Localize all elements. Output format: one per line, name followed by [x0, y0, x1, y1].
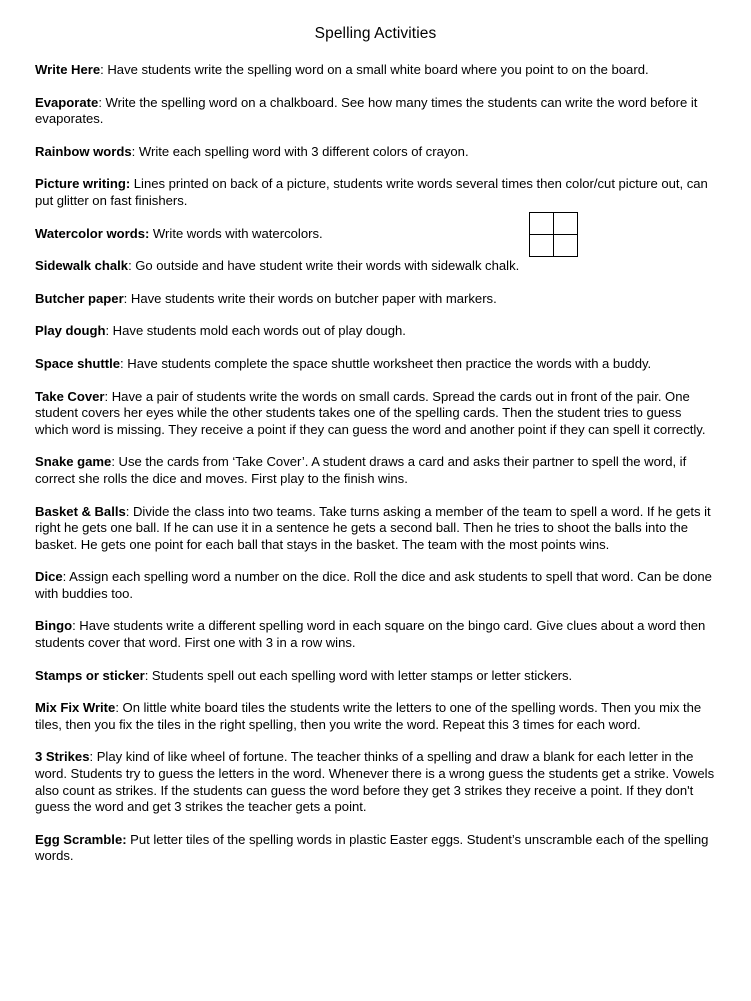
activities-list [0, 62, 751, 865]
activity-term: Space shuttle [35, 355, 121, 371]
activity-item [35, 618, 715, 651]
activity-term: Rainbow words [35, 143, 132, 159]
activity-separator: : [123, 290, 131, 306]
activity-item [35, 62, 715, 79]
activity-term: Dice [35, 569, 63, 585]
activity-term: Butcher paper [35, 290, 124, 306]
activity-description: Write words with watercolors. [152, 225, 323, 241]
activity-term: Sidewalk chalk [35, 258, 129, 274]
activity-description: Use the cards from ‘Take Cover’. A student draws a card and asks their partner to spell the word, if correct she rolls the dice and moves. First play to the finish wins. [35, 454, 687, 486]
activity-term: Bingo [35, 618, 73, 634]
activity-separator: : [115, 700, 123, 716]
activity-item [35, 454, 715, 487]
activity-item [35, 356, 715, 373]
activity-description: Lines printed on back of a picture, students write words several times then color/cut picture out, can put glitter on fast finishers. [35, 176, 708, 208]
activity-term: Mix Fix Write [35, 700, 116, 716]
grid-cell [554, 235, 578, 257]
activity-description: Have students mold each words out of play dough. [112, 323, 406, 339]
activity-separator: : [111, 454, 119, 470]
activity-item [35, 95, 715, 128]
activity-separator: : [125, 503, 133, 519]
activity-description: On little white board tiles the students write the letters to one of the spelling words. Then you mix the tiles, then you fix the tiles in the right spelling, then you write the word. Repeat this 3 times for each word. [35, 700, 702, 732]
activity-description: Have students write their words on butcher paper with markers. [130, 290, 497, 306]
activity-item [35, 176, 715, 209]
activity-separator: : [62, 569, 70, 585]
activity-description: Have students write the spelling word on a small white board where you point to on the board. [107, 62, 649, 77]
activity-separator: : [100, 62, 108, 77]
activity-item [35, 504, 715, 554]
grid-row [530, 213, 578, 235]
activity-description: Divide the class into two teams. Take turns asking a member of the team to spell a word. If he gets it right he gets one ball. If he can use it in a sentence he gets a second ball. Then he tries to shoot the balls into the basket. He gets one point for each ball that stays in the basket. The team with the most points wins. [35, 503, 711, 552]
activity-separator: : [72, 618, 80, 634]
activity-term: Egg Scramble: [35, 831, 127, 847]
activity-item [35, 749, 715, 815]
activity-term: Play dough [35, 323, 106, 339]
activity-item [35, 569, 715, 602]
activity-separator: : [89, 749, 97, 765]
page-title: Spelling Activities [314, 25, 437, 42]
activity-term: Basket & Balls [35, 503, 126, 519]
activity-item [35, 144, 715, 161]
activity-term: 3 Strikes [35, 749, 90, 765]
activity-term: Stamps or sticker [35, 667, 145, 683]
activity-item [35, 389, 715, 439]
activity-description: Have a pair of students write the words on small cards. Spread the cards out in front of the pair. One student covers her eyes while the other students takes one of the spelling cards. Then the student tries to guess which word is missing. They receive a point if they can guess the word and another point if they can spell it correctly. [35, 388, 706, 437]
activity-separator: : [105, 323, 113, 339]
activity-term: Picture writing: [35, 176, 131, 192]
grid-row [530, 235, 578, 257]
activity-term: Watercolor words: [35, 225, 150, 241]
activity-description: Write the spelling word on a chalkboard. See how many times the students can write the word before it evaporates. [35, 94, 698, 127]
activity-item [35, 226, 715, 243]
activity-item [35, 832, 715, 865]
activity-description: Play kind of like wheel of fortune. The teacher thinks of a spelling and draw a blank for each letter in the word. Students try to guess the letters in the word. Whenever there is a wrong guess the students get a strike. Vowels also count as strikes. If the students can guess the word before they get 3 strikes they receive a point. If they don't guess the word and get 3 strikes the teacher gets a point. [35, 749, 715, 815]
activity-separator: : [120, 355, 128, 371]
activity-separator: : [98, 94, 106, 110]
activity-description: Have students complete the space shuttle worksheet then practice the words with a buddy. [127, 355, 652, 371]
activity-description: Assign each spelling word a number on the dice. Roll the dice and ask students to spell that word. Can be done with buddies too. [35, 569, 712, 601]
grid-cell [530, 235, 554, 257]
activity-item [35, 700, 715, 733]
activity-term: Write Here [35, 62, 101, 77]
activity-separator: : [104, 388, 112, 404]
activity-term: Snake game [35, 454, 112, 470]
activity-description: Put letter tiles of the spelling words in plastic Easter eggs. Student’s unscramble each of the spelling words. [35, 831, 709, 864]
activity-separator: : [128, 258, 136, 274]
grid-cell [554, 213, 578, 235]
activity-separator: : [131, 143, 139, 159]
activity-description: Students spell out each spelling word with letter stamps or letter stickers. [151, 667, 573, 683]
activity-description: Have students write a different spelling word in each square on the bingo card. Give clues about a word then students cover that word. First one with 3 in a row wins. [35, 618, 706, 651]
activity-term: Take Cover [35, 388, 105, 404]
activity-item [35, 323, 715, 340]
grid-cell [530, 213, 554, 235]
activity-item [35, 258, 715, 275]
activity-term: Evaporate [35, 94, 99, 110]
activity-item [35, 291, 715, 308]
four-square-grid [529, 212, 578, 257]
activity-item [35, 668, 715, 685]
activity-description: Go outside and have student write their words with sidewalk chalk. [135, 258, 520, 274]
activity-separator: : [144, 667, 152, 683]
activity-description: Write each spelling word with 3 different colors of crayon. [138, 143, 469, 159]
